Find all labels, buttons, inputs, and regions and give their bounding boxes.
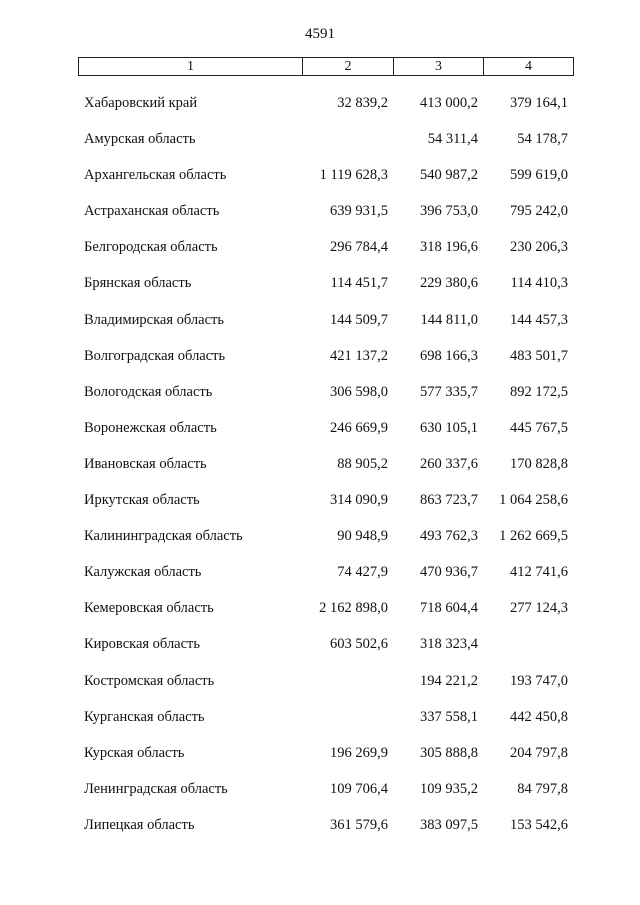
region-name: Курская область bbox=[84, 744, 185, 761]
value-col-3: 144 811,0 bbox=[420, 311, 478, 328]
table-row bbox=[0, 736, 640, 772]
table-row bbox=[0, 808, 640, 844]
value-col-4: 54 178,7 bbox=[517, 131, 568, 148]
region-name: Кировская область bbox=[84, 636, 201, 653]
value-col-2: 361 579,6 bbox=[330, 816, 388, 833]
column-header-1: 1 bbox=[79, 58, 303, 76]
region-name: Архангельская область bbox=[84, 167, 227, 184]
value-col-4: 277 124,3 bbox=[510, 600, 568, 617]
table-row bbox=[0, 555, 640, 591]
region-name: Иркутская область bbox=[84, 492, 200, 509]
table-row bbox=[0, 483, 640, 519]
value-col-3: 383 097,5 bbox=[420, 816, 478, 833]
value-col-4: 1 064 258,6 bbox=[499, 492, 568, 509]
value-col-2: 639 931,5 bbox=[330, 203, 388, 220]
value-col-4: 795 242,0 bbox=[510, 203, 568, 220]
table-row bbox=[0, 339, 640, 375]
value-col-2: 314 090,9 bbox=[330, 492, 388, 509]
value-col-2: 246 669,9 bbox=[330, 419, 388, 436]
region-name: Липецкая область bbox=[84, 816, 195, 833]
value-col-3: 109 935,2 bbox=[420, 780, 478, 797]
column-header-3: 3 bbox=[394, 58, 484, 76]
page-number: 4591 bbox=[305, 26, 335, 42]
column-header-2: 2 bbox=[303, 58, 394, 76]
value-col-3: 493 762,3 bbox=[420, 528, 478, 545]
value-col-2: 1 119 628,3 bbox=[319, 167, 388, 184]
value-col-2: 88 905,2 bbox=[337, 455, 388, 472]
table-row bbox=[0, 158, 640, 194]
value-col-4: 230 206,3 bbox=[510, 239, 568, 256]
table-row bbox=[0, 772, 640, 808]
table-row bbox=[0, 86, 640, 122]
value-col-3: 630 105,1 bbox=[420, 419, 478, 436]
value-col-3: 396 753,0 bbox=[420, 203, 478, 220]
region-name: Волгоградская область bbox=[84, 347, 226, 364]
value-col-3: 413 000,2 bbox=[420, 95, 478, 111]
value-col-4: 483 501,7 bbox=[510, 347, 568, 364]
value-col-3: 540 987,2 bbox=[420, 167, 478, 184]
column-header-row bbox=[79, 58, 574, 76]
value-col-3: 337 558,1 bbox=[420, 708, 478, 725]
table-row bbox=[0, 591, 640, 627]
value-col-2: 144 509,7 bbox=[330, 311, 388, 328]
value-col-4: 412 741,6 bbox=[510, 564, 568, 581]
region-name: Курганская область bbox=[84, 708, 205, 725]
value-col-4: 599 619,0 bbox=[510, 167, 568, 184]
table-row bbox=[0, 664, 640, 700]
value-col-2: 32 839,2 bbox=[337, 95, 388, 111]
region-name: Амурская область bbox=[84, 131, 196, 148]
value-col-4: 892 172,5 bbox=[510, 383, 568, 400]
region-name: Кемеровская область bbox=[84, 600, 214, 617]
region-name: Хабаровский край bbox=[84, 95, 198, 111]
value-col-3: 260 337,6 bbox=[420, 455, 478, 472]
value-col-2: 421 137,2 bbox=[330, 347, 388, 364]
value-col-3: 194 221,2 bbox=[420, 672, 478, 689]
table-row bbox=[0, 122, 640, 158]
table-row bbox=[0, 447, 640, 483]
value-col-4: 204 797,8 bbox=[510, 744, 568, 761]
value-col-3: 54 311,4 bbox=[427, 131, 478, 148]
table-row bbox=[0, 519, 640, 555]
region-name: Ивановская область bbox=[84, 455, 207, 472]
value-col-4: 445 767,5 bbox=[510, 419, 568, 436]
value-col-4: 1 262 669,5 bbox=[499, 528, 568, 545]
table-row bbox=[0, 411, 640, 447]
value-col-4: 84 797,8 bbox=[517, 780, 568, 797]
value-col-4: 144 457,3 bbox=[510, 311, 568, 328]
value-col-2: 306 598,0 bbox=[330, 383, 388, 400]
region-name: Брянская область bbox=[84, 275, 192, 292]
region-name: Калининградская область bbox=[84, 528, 243, 545]
region-name: Ленинградская область bbox=[84, 780, 228, 797]
value-col-3: 318 196,6 bbox=[420, 239, 478, 256]
value-col-2: 603 502,6 bbox=[330, 636, 388, 653]
table-row bbox=[0, 375, 640, 411]
value-col-3: 718 604,4 bbox=[420, 600, 478, 617]
value-col-4: 442 450,8 bbox=[510, 708, 568, 725]
value-col-2: 196 269,9 bbox=[330, 744, 388, 761]
column-header-table bbox=[78, 57, 574, 76]
region-name: Астраханская область bbox=[84, 203, 220, 220]
table-body bbox=[0, 86, 640, 844]
value-col-3: 229 380,6 bbox=[420, 275, 478, 292]
value-col-3: 698 166,3 bbox=[420, 347, 478, 364]
table-row bbox=[0, 230, 640, 266]
region-name: Вологодская область bbox=[84, 383, 213, 400]
region-name: Костромская область bbox=[84, 672, 215, 689]
column-header-4: 4 bbox=[484, 58, 574, 76]
value-col-4: 114 410,3 bbox=[510, 275, 568, 292]
value-col-2: 114 451,7 bbox=[330, 275, 388, 292]
value-col-2: 109 706,4 bbox=[330, 780, 388, 797]
region-name: Калужская область bbox=[84, 564, 202, 581]
value-col-2: 74 427,9 bbox=[337, 564, 388, 581]
table-row bbox=[0, 194, 640, 230]
value-col-2: 296 784,4 bbox=[330, 239, 388, 256]
value-col-4: 170 828,8 bbox=[510, 455, 568, 472]
table-row bbox=[0, 627, 640, 663]
value-col-2: 90 948,9 bbox=[337, 528, 388, 545]
table-row bbox=[0, 266, 640, 302]
value-col-2: 2 162 898,0 bbox=[319, 600, 388, 617]
value-col-4: 193 747,0 bbox=[510, 672, 568, 689]
value-col-3: 470 936,7 bbox=[420, 564, 478, 581]
value-col-3: 863 723,7 bbox=[420, 492, 478, 509]
table-row bbox=[0, 700, 640, 736]
value-col-3: 577 335,7 bbox=[420, 383, 478, 400]
region-name: Владимирская область bbox=[84, 311, 224, 328]
value-col-4: 153 542,6 bbox=[510, 816, 568, 833]
table-row bbox=[0, 303, 640, 339]
value-col-3: 305 888,8 bbox=[420, 744, 478, 761]
value-col-4: 379 164,1 bbox=[510, 95, 568, 111]
value-col-3: 318 323,4 bbox=[420, 636, 478, 653]
region-name: Белгородская область bbox=[84, 239, 218, 256]
region-name: Воронежская область bbox=[84, 419, 217, 436]
